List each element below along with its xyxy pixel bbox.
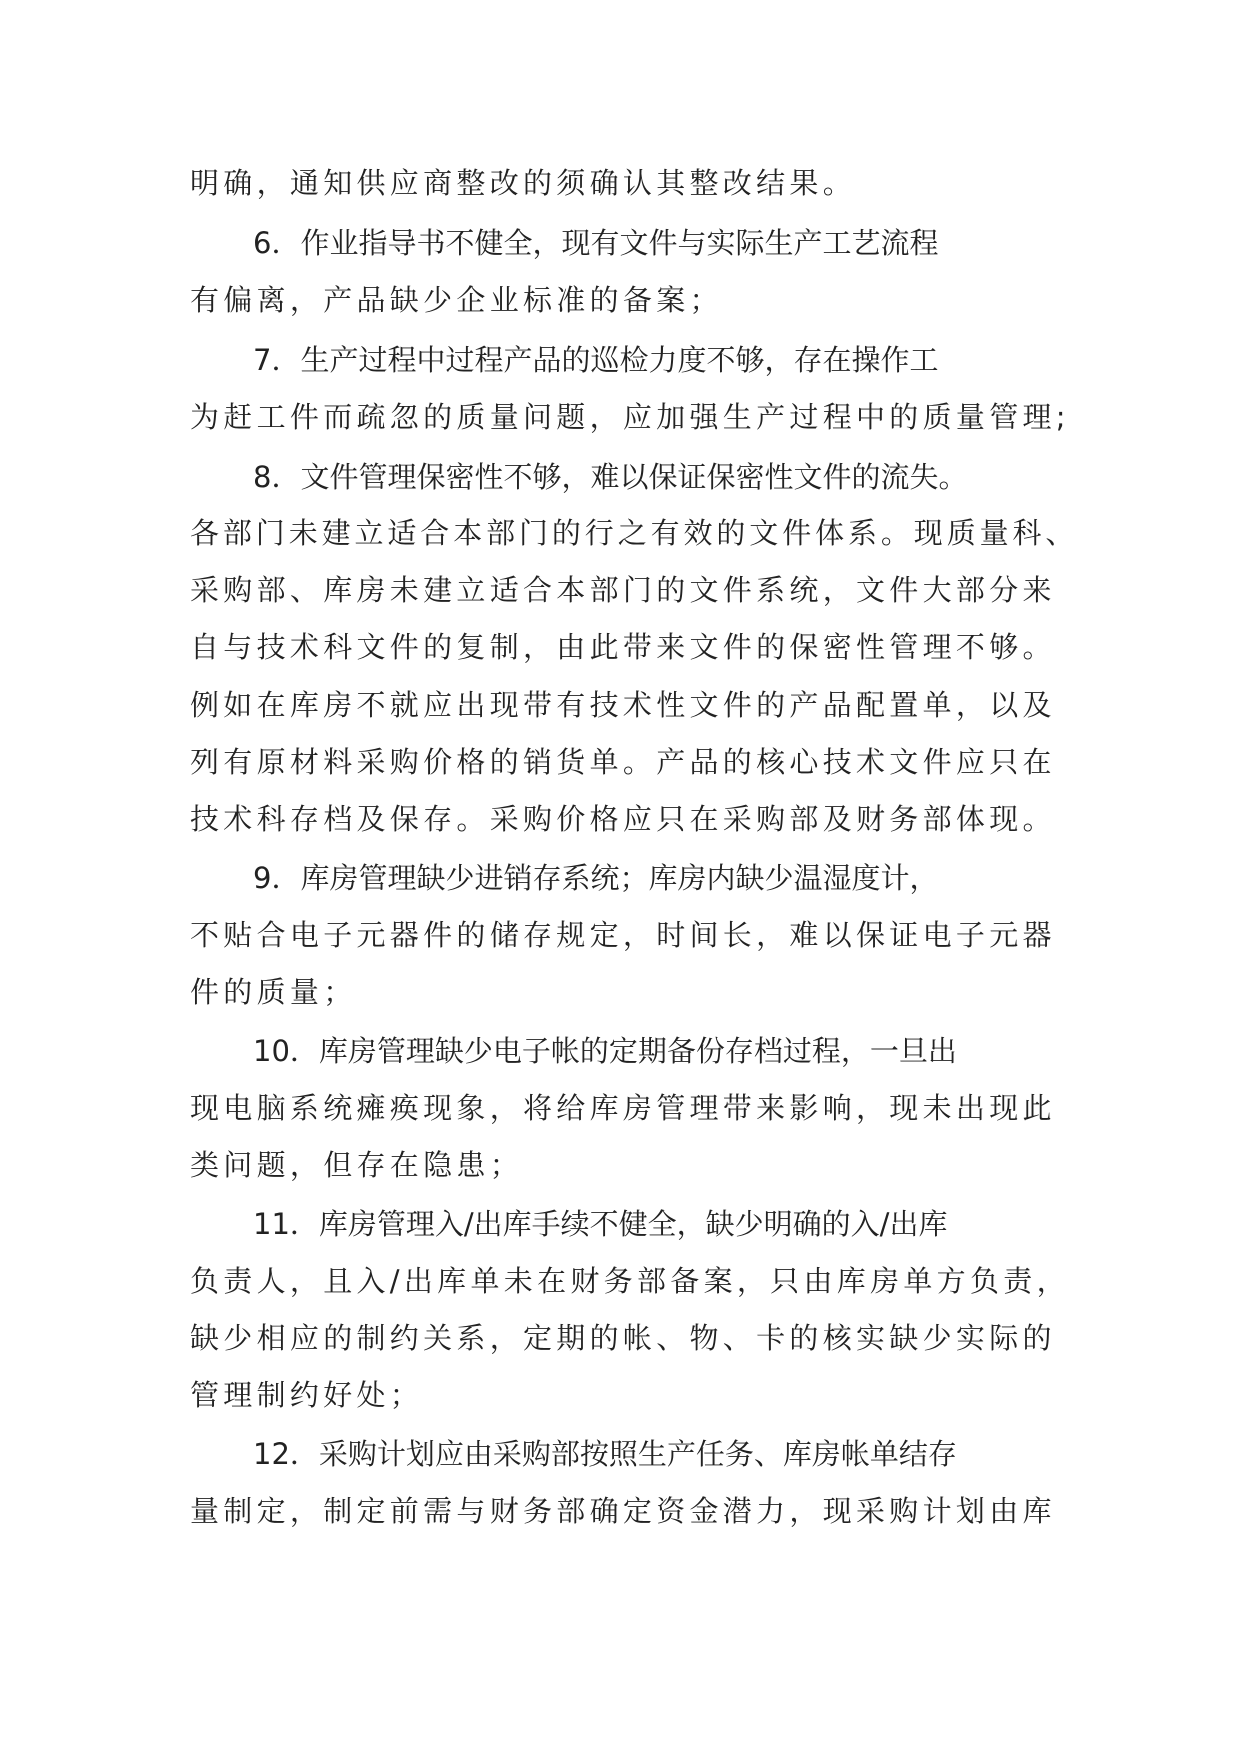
text-line: 负责人，且入/出库单未在财务部备案，只由库房单方负责，	[190, 1264, 1070, 1298]
text-line: 自与技术科文件的复制，由此带来文件的保密性管理不够。	[190, 630, 1056, 664]
text-line: 现电脑系统瘫痪现象，将给库房管理带来影响，现未出现此	[190, 1091, 1056, 1125]
text-line: 类问题，但存在隐患；	[190, 1148, 524, 1182]
text-line: 列有原材料采购价格的销货单。产品的核心技术文件应只在	[190, 745, 1056, 779]
text-line: 不贴合电子元器件的储存规定，时间长，难以保证电子元器	[190, 918, 1056, 952]
text-line: 管理制约好处；	[190, 1378, 424, 1412]
text-line: 缺少相应的制约关系，定期的帐、物、卡的核实缺少实际的	[190, 1321, 1056, 1355]
item-10-heading-line: 10．库房管理缺少电子帐的定期备份存档过程，一旦出	[253, 1034, 957, 1068]
item-12-heading-line: 12．采购计划应由采购部按照生产任务、库房帐单结存	[253, 1437, 957, 1471]
text-line: 各部门未建立适合本部门的行之有效的文件体系。现质量科、	[190, 516, 1079, 550]
text-line: 技术科存档及保存。采购价格应只在采购部及财务部体现。	[190, 802, 1056, 836]
text-line: 为赶工件而疏忽的质量问题，应加强生产过程中的质量管理;	[190, 400, 1070, 434]
item-8-heading-line: 8．文件管理保密性不够，难以保证保密性文件的流失。	[253, 460, 968, 494]
item-6-heading-line: 6．作业指导书不健全，现有文件与实际生产工艺流程	[253, 226, 939, 260]
text-line: 量制定，制定前需与财务部确定资金潜力，现采购计划由库	[190, 1494, 1056, 1528]
text-line: 有偏离，产品缺少企业标准的备案；	[190, 283, 723, 317]
item-9-heading-line: 9．库房管理缺少进销存系统；库房内缺少温湿度计，	[253, 861, 939, 895]
item-11-heading-line: 11．库房管理入/出库手续不健全，缺少明确的入/出库	[253, 1207, 948, 1241]
text-line: 采购部、库房未建立适合本部门的文件系统，文件大部分来	[190, 573, 1056, 607]
text-line: 件的质量；	[190, 975, 357, 1009]
text-line: 例如在库房不就应出现带有技术性文件的产品配置单，以及	[190, 688, 1056, 722]
text-line: 明确，通知供应商整改的须确认其整改结果。	[190, 166, 857, 200]
item-7-heading-line: 7．生产过程中过程产品的巡检力度不够，存在操作工	[253, 343, 939, 377]
